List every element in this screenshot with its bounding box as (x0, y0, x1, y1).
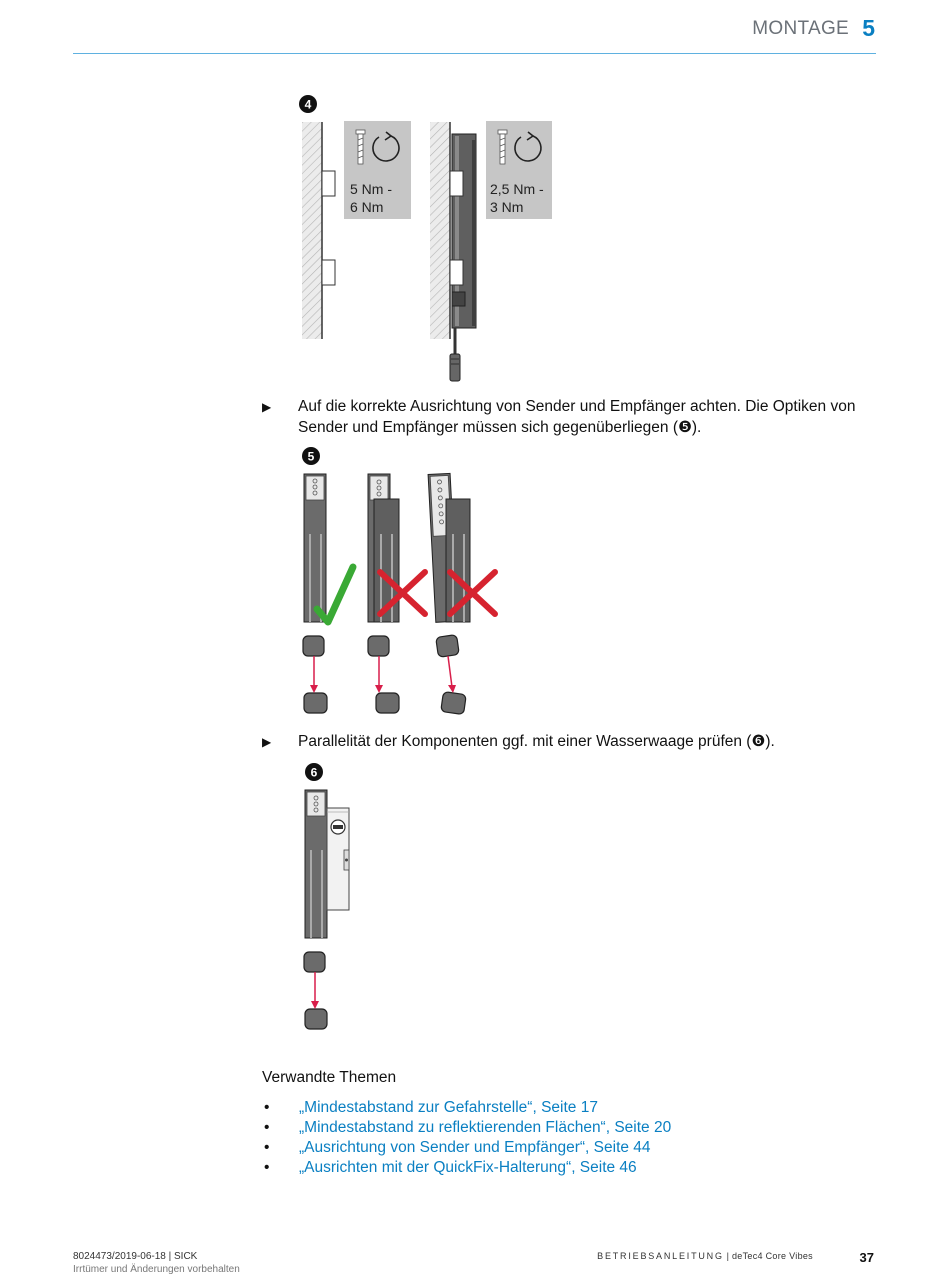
bullet-dot-icon: • (264, 1159, 270, 1176)
footer-right (597, 1251, 813, 1261)
torque-box-left (344, 121, 411, 219)
figure-6-spirit-level (296, 760, 376, 1032)
instruction-parallelism: Parallelität der Komponenten ggf. mit einer Wasserwaage prüfen (❻). (298, 733, 775, 750)
torque-box-right (486, 121, 552, 219)
related-link[interactable]: „Ausrichten mit der QuickFix-Halterung“, Seite 46 (299, 1159, 637, 1176)
footer-doc-type: BETRIEBSANLEITUNG (597, 1251, 724, 1261)
page-number: 37 (859, 1250, 874, 1265)
related-link[interactable]: „Mindestabstand zur Gefahrstelle“, Seite 17 (299, 1099, 598, 1116)
chapter-number: 5 (862, 15, 875, 41)
footer-disclaimer: Irrtümer und Änderungen vorbehalten (73, 1264, 240, 1275)
figure-4-marker (299, 95, 317, 113)
related-topics-heading: Verwandte Themen (262, 1069, 397, 1086)
header-divider (73, 53, 876, 54)
mounted-device (450, 134, 476, 381)
related-link[interactable]: „Mindestabstand zu reflektierenden Flächen“, Seite 20 (299, 1119, 672, 1136)
pair-correct (303, 474, 353, 713)
figure-5-marker (302, 447, 320, 465)
bullet-dot-icon: • (264, 1099, 270, 1116)
bullet-dot-icon: • (264, 1119, 270, 1136)
svg-text:6 Nm: 6 Nm (350, 199, 384, 215)
list-item (264, 1119, 864, 1139)
chapter-title: MONTAGE (752, 18, 849, 39)
instruction-alignment: Auf die korrekte Ausrichtung von Sender und Empfänger achten. Die Optiken von Sender und Empfänger müssen sich gegenüberliegen (❺). (298, 398, 856, 436)
footer-product: | deTec4 Core Vibes (723, 1251, 813, 1261)
level-tool-icon (327, 808, 349, 910)
wall-hatch (302, 122, 322, 339)
list-item (264, 1139, 864, 1159)
list-item (264, 1099, 864, 1119)
svg-text:5 Nm -: 5 Nm - (350, 181, 392, 197)
related-topics-list (264, 1099, 864, 1179)
bracket-upper (322, 171, 335, 196)
footer-doc-id: 8024473/2019-06-18 | SICK (73, 1251, 198, 1262)
related-link[interactable]: „Ausrichtung von Sender und Empfänger“, Seite 44 (299, 1139, 651, 1156)
pair-wrong-offset (368, 474, 425, 713)
bracket-lower (322, 260, 335, 285)
bullet-dot-icon: • (264, 1139, 270, 1156)
figure-6-marker (305, 763, 323, 781)
bullet-arrow-icon: ▶ (262, 400, 272, 414)
svg-text:2,5 Nm -: 2,5 Nm - (490, 181, 544, 197)
svg-text:4: 4 (304, 97, 312, 112)
figure-4-mounting-torque (290, 92, 570, 387)
figure-5-alignment (295, 444, 515, 722)
footer-left (73, 1250, 240, 1276)
pair-wrong-tilted (428, 473, 495, 714)
list-item (264, 1159, 864, 1179)
svg-text:3 Nm: 3 Nm (490, 199, 524, 215)
svg-text:5: 5 (307, 449, 315, 464)
svg-text:6: 6 (310, 765, 318, 780)
bullet-arrow-icon: ▶ (262, 735, 272, 749)
